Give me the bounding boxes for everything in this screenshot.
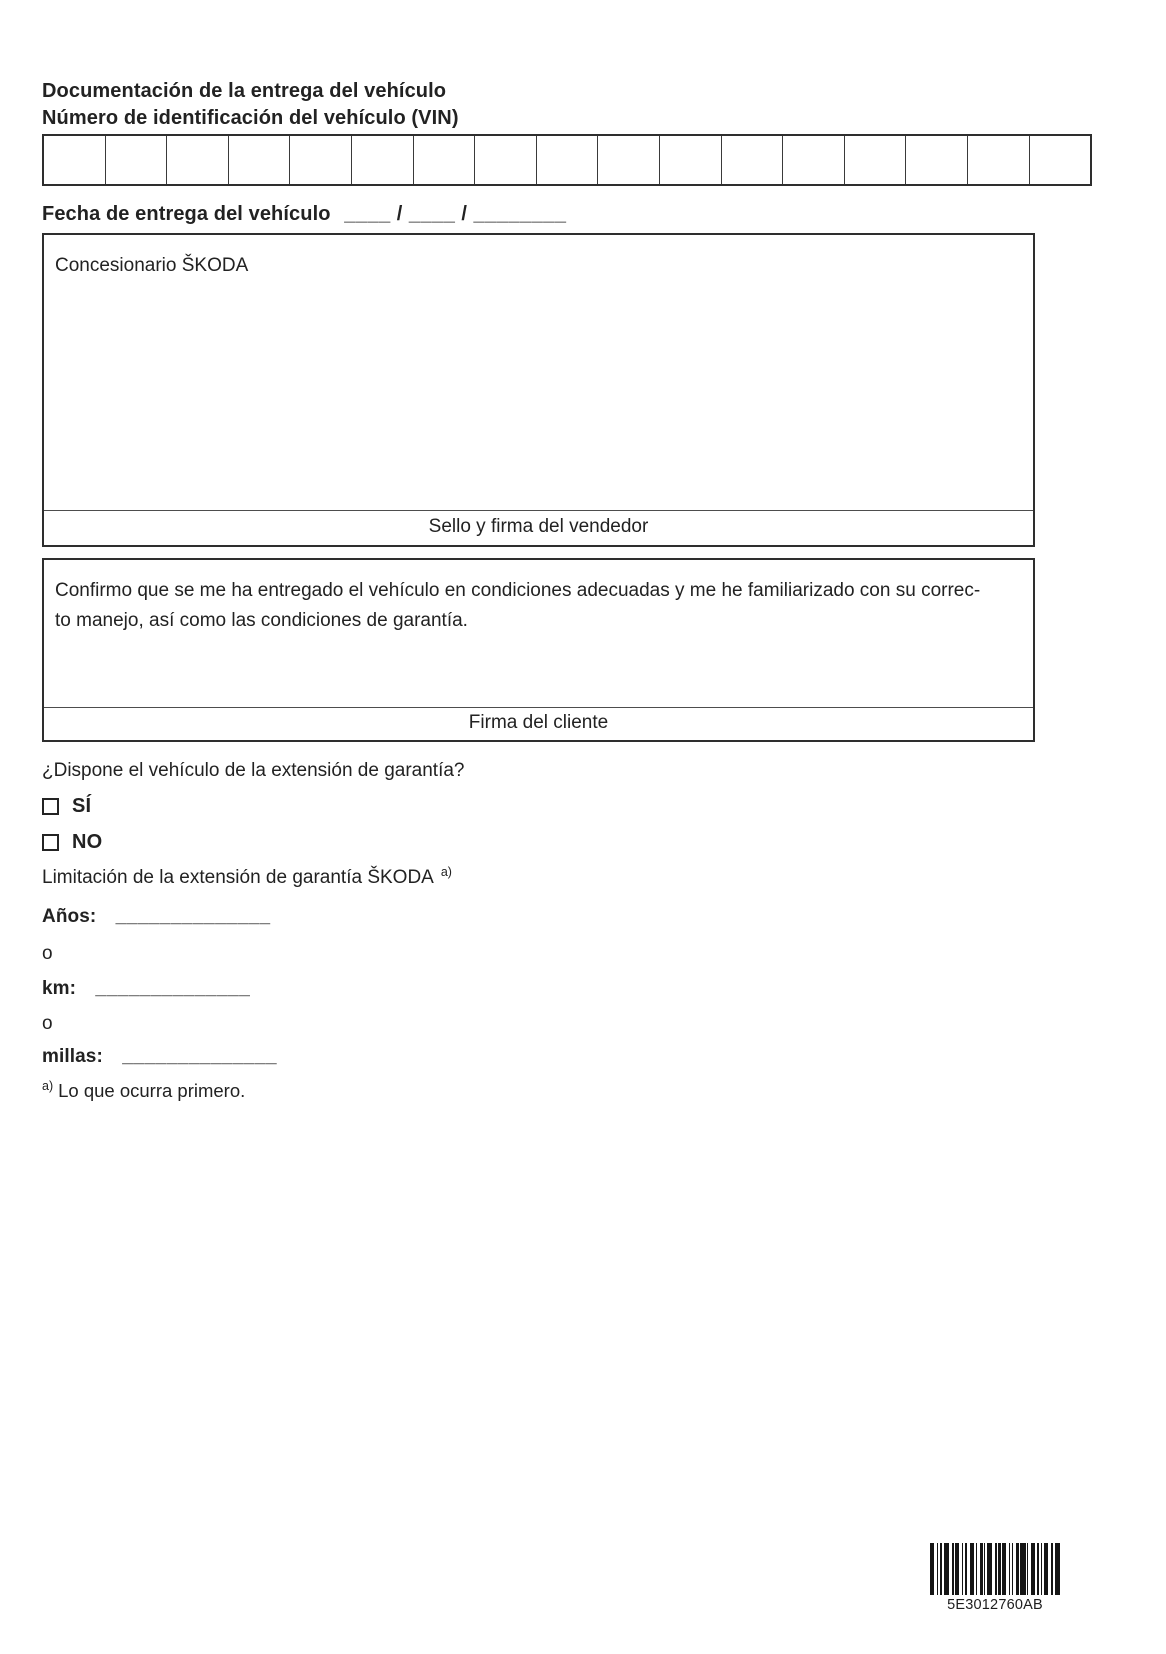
field-miles-label: millas: — [42, 1046, 103, 1067]
footnote — [42, 1080, 245, 1102]
delivery-date-label: Fecha de entrega del vehículo — [42, 203, 331, 225]
warranty-option-yes — [42, 795, 91, 818]
checkbox-no[interactable] — [42, 834, 59, 851]
vin-cell[interactable] — [597, 136, 659, 184]
field-years — [42, 906, 271, 928]
delivery-date-blanks[interactable]: ____ / ____ / ________ — [344, 203, 567, 225]
doc-title-line: Documentación de la entrega del vehículo — [42, 80, 447, 102]
vin-cell[interactable] — [782, 136, 844, 184]
field-km — [42, 978, 250, 1000]
confirmation-text-line1: Confirmo que se me ha entregado el vehículo en condiciones adecuadas y me he familiarizado con su correc- — [55, 580, 981, 601]
or-label-1: o — [42, 943, 53, 964]
yes-label: SÍ — [72, 795, 92, 817]
delivery-date-line — [42, 203, 567, 226]
doc-title — [42, 78, 459, 132]
vin-cell[interactable] — [166, 136, 228, 184]
warranty-question: ¿Dispone el vehículo de la extensión de garantía? — [42, 760, 465, 781]
customer-signature-caption: Firma del cliente — [44, 707, 1033, 740]
or-separator-1 — [42, 943, 53, 965]
or-separator-2 — [42, 1013, 53, 1035]
field-miles — [42, 1046, 277, 1068]
barcode — [930, 1543, 1060, 1595]
vin-cell[interactable] — [1029, 136, 1091, 184]
dealer-label: Concesionario ŠKODA — [55, 255, 249, 276]
vin-cell[interactable] — [351, 136, 413, 184]
barcode-block — [930, 1543, 1060, 1613]
warranty-option-no — [42, 831, 102, 854]
footnote-marker-bottom: a) — [42, 1078, 54, 1093]
customer-confirmation-box — [42, 558, 1035, 742]
vin-cell[interactable] — [905, 136, 967, 184]
field-years-line[interactable]: ______________ — [115, 906, 271, 927]
vin-heading: Número de identificación del vehículo (VIN) — [42, 107, 459, 129]
vin-cell[interactable] — [474, 136, 536, 184]
vin-cell[interactable] — [413, 136, 475, 184]
or-label-2: o — [42, 1013, 53, 1034]
vin-cell[interactable] — [721, 136, 783, 184]
dealer-box-body — [44, 235, 1033, 510]
vin-cell[interactable] — [844, 136, 906, 184]
limitation-label: Limitación de la extensión de garantía ŠKODA — [42, 867, 434, 888]
field-km-line[interactable]: ______________ — [95, 978, 251, 999]
no-label: NO — [72, 831, 103, 853]
confirmation-text — [44, 560, 1033, 707]
vin-cell[interactable] — [228, 136, 290, 184]
vin-cell[interactable] — [105, 136, 167, 184]
footnote-marker: a) — [440, 864, 452, 879]
dealer-stamp-box — [42, 233, 1035, 547]
barcode-label: 5E3012760AB — [947, 1597, 1043, 1613]
field-years-label: Años: — [42, 906, 97, 927]
vin-cell[interactable] — [289, 136, 351, 184]
field-miles-line[interactable]: ______________ — [122, 1046, 278, 1067]
confirmation-text-line2: to manejo, así como las condiciones de garantía. — [55, 610, 468, 631]
vin-input-grid[interactable] — [42, 134, 1092, 186]
vin-cell[interactable] — [967, 136, 1029, 184]
footnote-text: Lo que ocurra primero. — [58, 1080, 246, 1101]
limitation-heading — [42, 864, 452, 889]
seller-signature-caption: Sello y firma del vendedor — [44, 510, 1033, 545]
vin-cell[interactable] — [44, 136, 105, 184]
field-km-label: km: — [42, 978, 77, 999]
vin-cell[interactable] — [536, 136, 598, 184]
checkbox-yes[interactable] — [42, 798, 59, 815]
vin-cell[interactable] — [659, 136, 721, 184]
